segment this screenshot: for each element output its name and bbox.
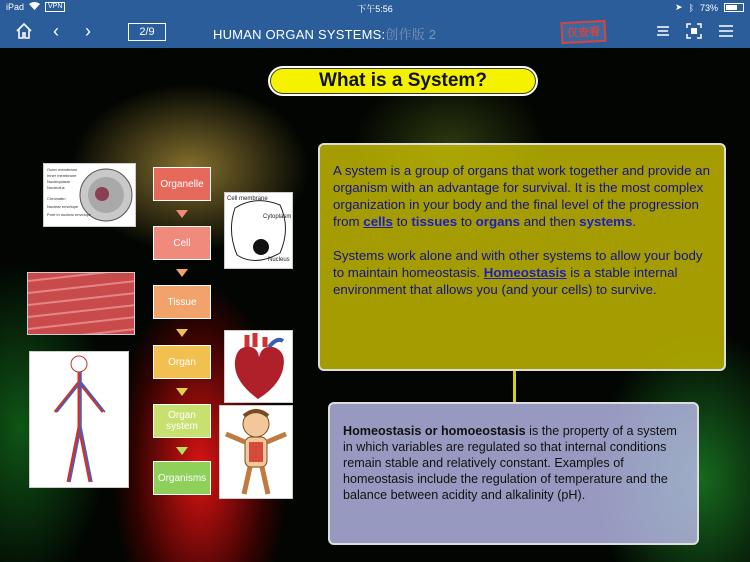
arrow-down-icon bbox=[176, 388, 188, 396]
muscle-tissue-image bbox=[27, 272, 135, 335]
connector-line bbox=[513, 371, 516, 402]
arrow-down-icon bbox=[176, 447, 188, 455]
flow-label: Organisms bbox=[157, 472, 207, 484]
previous-page-button[interactable]: ‹ bbox=[53, 20, 59, 41]
arrow-down-icon bbox=[176, 269, 188, 277]
text-run: . bbox=[632, 214, 637, 229]
organs-term: organs bbox=[475, 214, 521, 229]
homeostasis-paragraph bbox=[333, 247, 712, 298]
text-run: is a stable internal environment that allows you (and your cells) to survive. bbox=[333, 265, 678, 297]
location-icon: ➤ bbox=[675, 2, 683, 12]
arrow-down-icon bbox=[176, 329, 188, 337]
slide-heading: What is a System? bbox=[268, 66, 538, 96]
flow-step-organ-system bbox=[153, 404, 211, 438]
title-suffix: 创作版 2 bbox=[385, 27, 437, 42]
homeostasis-definition-box bbox=[328, 402, 699, 545]
flow-label: Organ bbox=[168, 356, 196, 368]
menu-icon[interactable] bbox=[714, 19, 738, 43]
home-icon[interactable] bbox=[12, 19, 36, 43]
text-run: Systems work alone and with other systems to allow your body to maintain homeostasis. bbox=[333, 248, 703, 280]
system-info-box bbox=[318, 143, 726, 371]
cell-membrane-label: Cell membrane bbox=[227, 196, 268, 202]
navigation-bar bbox=[0, 14, 750, 48]
diagram-label: Outer membrane bbox=[47, 167, 78, 172]
flow-step-tissue bbox=[153, 285, 211, 319]
status-time: 下午5:56 bbox=[357, 4, 393, 14]
flow-step-cell bbox=[153, 226, 211, 260]
title-text: HUMAN ORGAN SYSTEMS: bbox=[213, 27, 386, 42]
arrow-down-icon bbox=[176, 210, 188, 218]
nucleus-label: Nucleus bbox=[268, 257, 290, 263]
system-paragraph bbox=[333, 162, 712, 230]
heart-image bbox=[224, 330, 293, 403]
stack-icon[interactable] bbox=[651, 19, 675, 43]
slide-canvas bbox=[0, 48, 750, 562]
battery-icon bbox=[724, 3, 744, 12]
device-name: iPad bbox=[6, 2, 25, 12]
flow-label: Tissue bbox=[167, 296, 197, 308]
bluetooth-icon: ᛒ bbox=[688, 2, 694, 13]
flow-label: Organelle bbox=[160, 178, 204, 190]
definition-term: Homeostasis or homoeostasis bbox=[343, 424, 526, 438]
document-title bbox=[213, 24, 436, 43]
read-only-stamp: 仅查看 bbox=[560, 20, 606, 44]
definition-text: is the property of a system in which variables are regulated so that internal conditions remain stable and relatively constant. Examples of homeostasis include the regulation of temperature and the balance between acidity and alkalinity (pH). bbox=[343, 424, 677, 502]
diagram-label: Chromatin bbox=[47, 196, 66, 201]
cartoon-organism-image bbox=[219, 405, 293, 499]
status-bar bbox=[0, 0, 750, 14]
fullscreen-icon[interactable] bbox=[682, 19, 706, 43]
nucleus-diagram-image bbox=[43, 163, 136, 227]
vpn-badge: VPN bbox=[45, 2, 65, 12]
text-run: to bbox=[457, 214, 476, 229]
circulatory-system-image bbox=[29, 351, 129, 488]
tissues-term: tissues bbox=[411, 214, 458, 229]
flow-step-organ bbox=[153, 345, 211, 379]
text-run: and then bbox=[520, 214, 580, 229]
battery-percent: 73% bbox=[699, 2, 718, 13]
flow-label: Cell bbox=[173, 237, 191, 249]
diagram-label: Inner membrane bbox=[47, 173, 77, 178]
diagram-label: Nuclear envelope bbox=[47, 204, 79, 209]
diagram-label: Nucleoplasm bbox=[47, 179, 71, 184]
text-run: to bbox=[392, 214, 412, 229]
cells-link[interactable]: cells bbox=[363, 214, 393, 229]
page-counter[interactable]: 2/9 bbox=[128, 23, 166, 41]
text-run: A system is a group of organs that work together and provide an organism with an advantage for survival. It is the most complex organization in your body and the final level of the progression from bbox=[333, 163, 710, 229]
cytoplasm-label: Cytoplasm bbox=[263, 214, 292, 220]
diagram-label: Pore in nuclear envelope bbox=[47, 212, 92, 217]
homeostasis-link[interactable]: Homeostasis bbox=[483, 265, 567, 280]
flow-step-organisms bbox=[153, 461, 211, 495]
systems-term: systems bbox=[579, 214, 633, 229]
flow-step-organelle bbox=[153, 167, 211, 201]
diagram-label: Nucleolus bbox=[47, 185, 65, 190]
next-page-button[interactable]: › bbox=[85, 20, 91, 41]
animal-cell-image bbox=[224, 192, 293, 269]
flow-label: Organ system bbox=[166, 410, 198, 432]
